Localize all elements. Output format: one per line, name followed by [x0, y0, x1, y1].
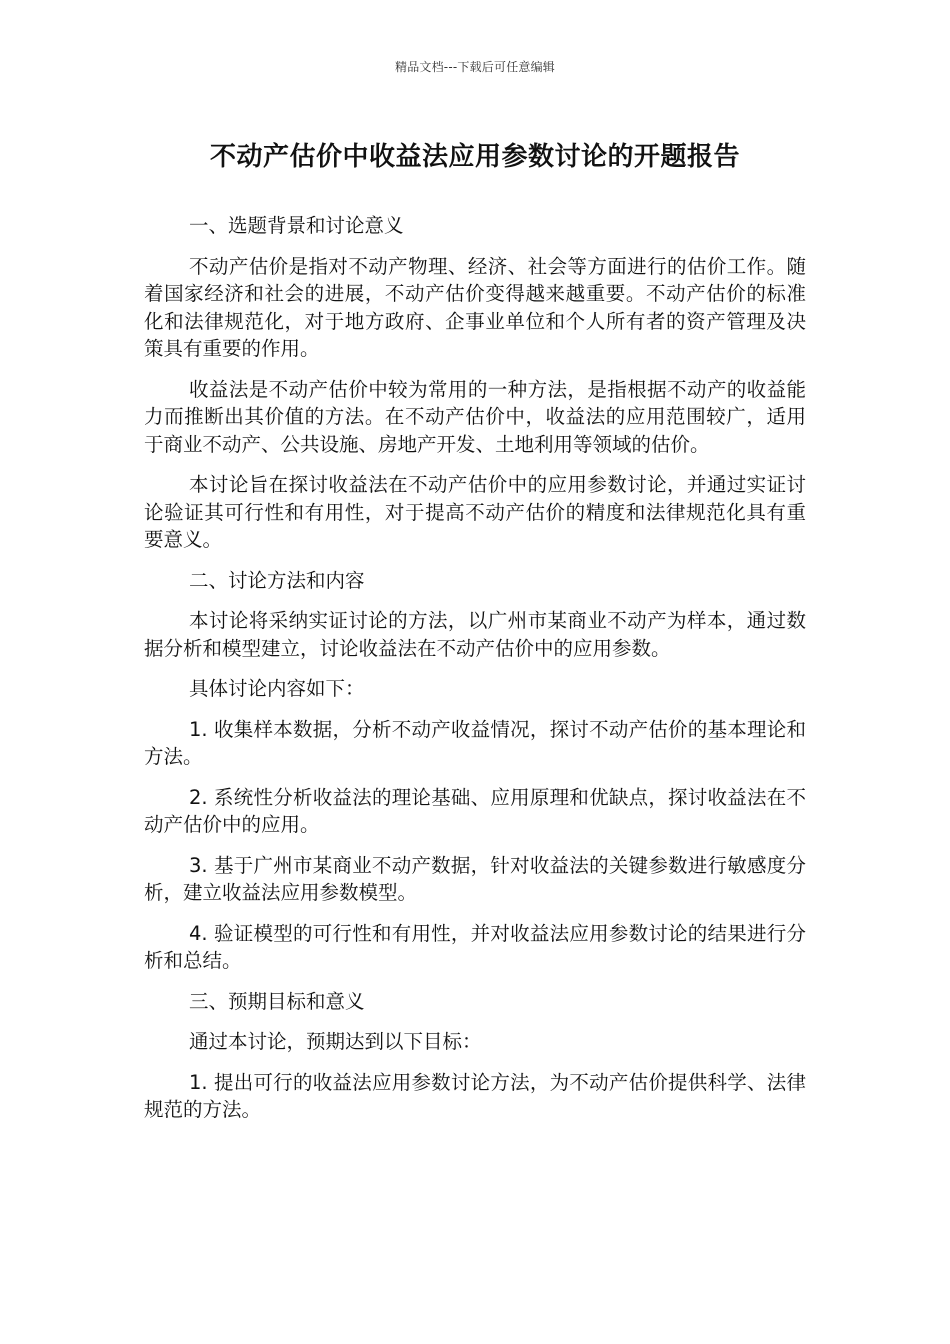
section-1-paragraph-1: 不动产估价是指对不动产物理、经济、社会等方面进行的估价工作。随着国家经济和社会的进展，不动产估价变得越来越重要。不动产估价的标准化和法律规范化，对于地方政府、企事业单位和个人所有者的资产管理及决策具有重要的作用。: [144, 254, 806, 360]
section-3-list-item-1: 1. 提出可行的收益法应用参数讨论方法，为不动产估价提供科学、法律规范的方法。: [144, 1070, 806, 1121]
document-title: 不动产估价中收益法应用参数讨论的开题报告: [209, 142, 740, 172]
section-1-heading: 一、选题背景和讨论意义: [189, 214, 404, 237]
section-2-paragraph-2: 具体讨论内容如下：: [189, 677, 365, 700]
section-3-paragraph-1: 通过本讨论，预期达到以下目标：: [189, 1030, 482, 1053]
section-3-heading: 三、预期目标和意义: [189, 989, 365, 1013]
section-2-list-item-1: 1. 收集样本数据，分析不动产收益情况，探讨不动产估价的基本理论和方法。: [144, 717, 806, 768]
section-2-list-item-4: 4. 验证模型的可行性和有用性，并对收益法应用参数讨论的结果进行分析和总结。: [144, 921, 806, 972]
page-header: 精品文档---下载后可任意编辑: [395, 60, 555, 74]
section-1-paragraph-2: 收益法是不动产估价中较为常用的一种方法，是指根据不动产的收益能力而推断出其价值的方法。在不动产估价中，收益法的应用范围较广，适用于商业不动产、公共设施、房地产开发、土地利用等领域的估价。: [144, 377, 806, 456]
section-2-heading: 二、讨论方法和内容: [189, 568, 365, 592]
section-2-list-item-3: 3. 基于广州市某商业不动产数据，针对收益法的关键参数进行敏感度分析，建立收益法应用参数模型。: [144, 853, 806, 904]
section-2-list-item-2: 2. 系统性分析收益法的理论基础、应用原理和优缺点，探讨收益法在不动产估价中的应用。: [144, 785, 806, 836]
section-2-paragraph-1: 本讨论将采纳实证讨论的方法，以广州市某商业不动产为样本，通过数据分析和模型建立，讨论收益法在不动产估价中的应用参数。: [144, 609, 806, 660]
document-body: [144, 212, 806, 1137]
section-1-paragraph-3: 本讨论旨在探讨收益法在不动产估价中的应用参数讨论，并通过实证讨论验证其可行性和有用性，对于提高不动产估价的精度和法律规范化具有重要意义。: [144, 473, 806, 551]
